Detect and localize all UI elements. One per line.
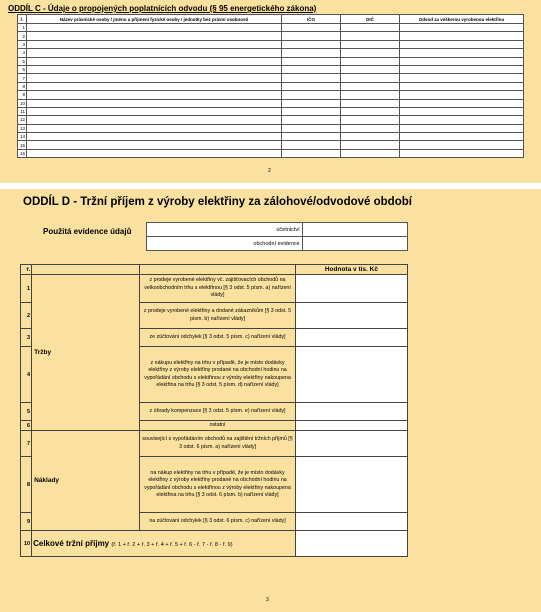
name-field[interactable] [27, 49, 282, 57]
page-number: 2 [268, 168, 271, 174]
row-description: ze zúčtování odchylek [§ 3 odst. 5 písm. c) nařízení vlády] [140, 329, 296, 347]
row-description: z prodeje vyrobené elektřiny a dodané zákazníkům [§ 3 odst. 5 písm. b) nařízení vlády] [140, 303, 296, 329]
total-formula: (ř. 1 + ř. 2 + ř. 3 + ř. 4 + ř. 5 + ř. 6 - ř. 7 - ř. 8 - ř. 9) [111, 542, 233, 548]
row-description: na zúčtování odchylek [§ 3 odst. 6 písm. c) nařízení vlády] [140, 513, 296, 531]
row-number: 8 [21, 457, 32, 513]
col-value: Hodnota v tis. Kč [295, 265, 407, 275]
section-d-page [0, 189, 541, 612]
row-number: 10 [21, 531, 32, 557]
table-row [18, 40, 524, 48]
ico-field[interactable] [282, 107, 341, 115]
dic-field[interactable] [341, 116, 400, 124]
name-field[interactable] [27, 91, 282, 99]
col-dic: DIČ [341, 15, 400, 24]
dic-field[interactable] [341, 99, 400, 107]
row-number: 4 [21, 347, 32, 403]
table-row [18, 107, 524, 115]
row-number: 10 [18, 99, 27, 107]
table-row [18, 24, 524, 32]
row-number: 11 [18, 107, 27, 115]
dic-field[interactable] [341, 82, 400, 90]
row-number: 2 [18, 32, 27, 40]
ico-field[interactable] [282, 65, 341, 73]
ico-field[interactable] [282, 24, 341, 32]
ico-field[interactable] [282, 49, 341, 57]
dic-field[interactable] [341, 107, 400, 115]
ico-field[interactable] [282, 91, 341, 99]
levy-field[interactable] [400, 91, 524, 99]
total-label [32, 531, 296, 557]
name-field[interactable] [27, 32, 282, 40]
table-row [18, 141, 524, 149]
row-number: 3 [21, 329, 32, 347]
levy-field[interactable] [400, 82, 524, 90]
row-description: na nákup elektřiny na trhu v případě, že je místo dodávky elektřiny z výroby elektřiny prodané na obchodní hodinu na vypořádání obchodu s elektřinou z výroby elektřiny nakoupena elektřina na trhu [§ 3 odst. 6 písm. b) nařízení vlády] [140, 457, 296, 513]
section-d-title: ODDÍL D - Tržní příjem z výroby elektřiny za zálohové/odvodové období [23, 196, 412, 208]
table-row [18, 124, 524, 132]
row-number: 6 [21, 421, 32, 431]
name-field[interactable] [27, 82, 282, 90]
levy-field[interactable] [400, 141, 524, 149]
dic-field[interactable] [341, 57, 400, 65]
row-number: 12 [18, 116, 27, 124]
levy-field[interactable] [400, 149, 524, 157]
total-value-field[interactable] [295, 531, 407, 557]
levy-field[interactable] [400, 65, 524, 73]
dic-field[interactable] [341, 133, 400, 141]
table-row [18, 65, 524, 73]
ico-field[interactable] [282, 124, 341, 132]
name-field[interactable] [27, 99, 282, 107]
evidence-business-field[interactable] [302, 237, 407, 251]
row-number: 3 [18, 40, 27, 48]
name-field[interactable] [27, 124, 282, 132]
ico-field[interactable] [282, 82, 341, 90]
value-field[interactable] [295, 275, 407, 303]
value-field[interactable] [295, 513, 407, 531]
dic-field[interactable] [341, 74, 400, 82]
row-description: ostatní [140, 421, 296, 431]
dic-field[interactable] [341, 65, 400, 73]
table-row [18, 49, 524, 57]
dic-field[interactable] [341, 49, 400, 57]
levy-field[interactable] [400, 99, 524, 107]
row-number: 4 [18, 49, 27, 57]
row-number: 7 [18, 74, 27, 82]
dic-field[interactable] [341, 124, 400, 132]
ico-field[interactable] [282, 99, 341, 107]
row-number: 6 [18, 65, 27, 73]
name-field[interactable] [27, 116, 282, 124]
value-field[interactable] [295, 347, 407, 403]
table-row [18, 57, 524, 65]
evidence-accounting-field[interactable] [302, 223, 407, 237]
evidence-table [146, 222, 408, 251]
dic-field[interactable] [341, 91, 400, 99]
name-field[interactable] [27, 40, 282, 48]
levy-field[interactable] [400, 32, 524, 40]
row-number: 13 [18, 124, 27, 132]
section-c-title: ODDÍL C - Údaje o propojených poplatnících odvodu (§ 95 energetického zákona) [8, 4, 317, 13]
row-description: z prodeje vyrobené elektřiny vč. zajišťovacích obchodů na velkoobchodním trhu s elektřinou [§ 3 odst. 5 písm. a) nařízení vlády] [140, 275, 296, 303]
row-number: 2 [21, 303, 32, 329]
row-number: 5 [21, 403, 32, 421]
dic-field[interactable] [341, 24, 400, 32]
row-number: 14 [18, 133, 27, 141]
name-field[interactable] [27, 24, 282, 32]
dic-field[interactable] [341, 40, 400, 48]
levy-field[interactable] [400, 57, 524, 65]
row-number: 15 [18, 141, 27, 149]
dic-field[interactable] [341, 149, 400, 157]
section-d-table [20, 264, 408, 557]
ico-field[interactable] [282, 116, 341, 124]
name-field[interactable] [27, 65, 282, 73]
row-number: 9 [21, 513, 32, 531]
page-number: 3 [266, 597, 269, 603]
table-row [18, 133, 524, 141]
col-levy: Odvod za veškerou vyrobenou elektřinu [400, 15, 524, 24]
ico-field[interactable] [282, 32, 341, 40]
section-c-table [17, 14, 524, 158]
table-row [18, 91, 524, 99]
name-field[interactable] [27, 107, 282, 115]
value-field[interactable] [295, 403, 407, 421]
levy-field[interactable] [400, 116, 524, 124]
section-c-page [0, 0, 541, 183]
table-row [18, 99, 524, 107]
value-field[interactable] [295, 457, 407, 513]
ico-field[interactable] [282, 40, 341, 48]
row-number: 1 [21, 275, 32, 303]
col-name: Název právnické osoby / jméno a příjmení fyzické osoby / jednotky bez právní osobnosti [27, 15, 282, 24]
value-field[interactable] [295, 431, 407, 457]
value-field[interactable] [295, 329, 407, 347]
row-number: 16 [18, 149, 27, 157]
value-field[interactable] [295, 303, 407, 329]
ico-field[interactable] [282, 57, 341, 65]
group-costs: Náklady [32, 431, 140, 531]
group-revenue: Tržby [32, 275, 140, 431]
levy-field[interactable] [400, 74, 524, 82]
name-field[interactable] [27, 149, 282, 157]
name-field[interactable] [27, 57, 282, 65]
row-number: 8 [18, 82, 27, 90]
levy-field[interactable] [400, 40, 524, 48]
name-field[interactable] [27, 141, 282, 149]
ico-field[interactable] [282, 133, 341, 141]
levy-field[interactable] [400, 133, 524, 141]
name-field[interactable] [27, 133, 282, 141]
ico-field[interactable] [282, 149, 341, 157]
row-description: z úhrady kompenzace [§ 3 odst. 5 písm. e) nařízení vlády] [140, 403, 296, 421]
evidence-label: Použitá evidence údajů [43, 227, 132, 236]
table-row [18, 116, 524, 124]
name-field[interactable] [27, 74, 282, 82]
row-description: z nákupu elektřiny na trhu v případě, že je místo dodávky elektřiny z výroby elektřiny prodané na obchodní hodinu na vypořádání obchodu s elektřinou z výroby elektřiny nakoupena elektřina na trhu [§ 3 odst. 5 písm. d) nařízení vlády] [140, 347, 296, 403]
evidence-option-accounting: účetnictví [147, 223, 303, 237]
row-number: 1 [18, 24, 27, 32]
ico-field[interactable] [282, 141, 341, 149]
levy-field[interactable] [400, 49, 524, 57]
total-title: Celkové tržní příjmy [33, 539, 110, 548]
levy-field[interactable] [400, 124, 524, 132]
table-row [18, 74, 524, 82]
dic-field[interactable] [341, 32, 400, 40]
dic-field[interactable] [341, 141, 400, 149]
value-field[interactable] [295, 421, 407, 431]
row-number: 7 [21, 431, 32, 457]
col-row-number: ř. [21, 265, 32, 275]
row-number: 5 [18, 57, 27, 65]
row-number: 9 [18, 91, 27, 99]
col-row-number: ř. [18, 15, 27, 24]
col-ico: IČO [282, 15, 341, 24]
table-row [18, 32, 524, 40]
row-description: související s vypořádáním obchodů na zajištění tržních příjmů [§ 3 odst. 6 písm. a) nařízení vlády] [140, 431, 296, 457]
ico-field[interactable] [282, 74, 341, 82]
levy-field[interactable] [400, 24, 524, 32]
levy-field[interactable] [400, 107, 524, 115]
evidence-option-business: obchodní evidence [147, 237, 303, 251]
table-row [18, 82, 524, 90]
table-row [18, 149, 524, 157]
